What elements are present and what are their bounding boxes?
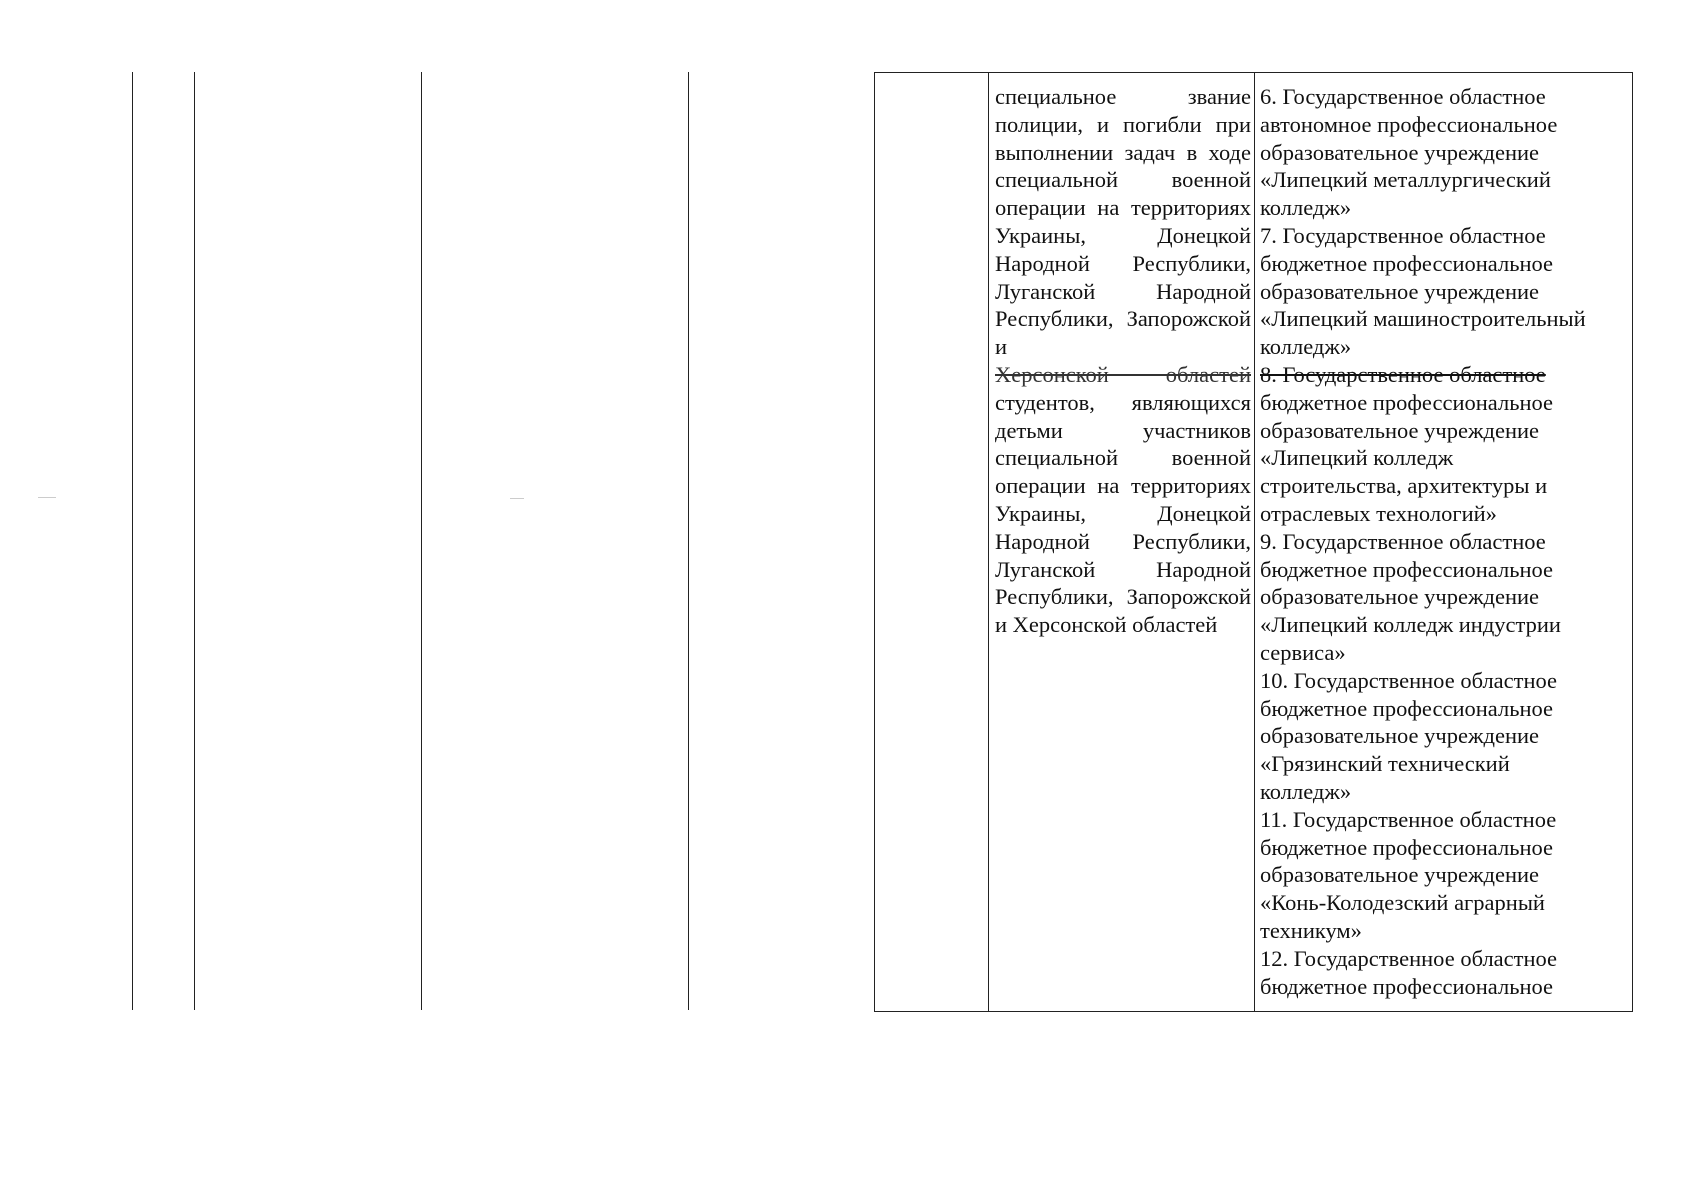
institution-item-9: 9. Государственное областное бюджетное профессиональное образовательное учреждение «Липецкий колледж индустрии сервиса» bbox=[1260, 528, 1561, 665]
institution-item-11: 11. Государственное областное бюджетное профессиональное образовательное учреждение «Конь-Колодезский аграрный техникум» bbox=[1260, 806, 1557, 943]
institution-item-6: 6. Государственное областное автономное профессиональное образовательное учреждение «Липецкий металлургический колледж» bbox=[1260, 84, 1558, 221]
institution-item-12: 12. Государственное областное бюджетное профессиональное bbox=[1260, 945, 1558, 999]
category-text-part-2: студентов, являющихся детьми участников специальной военной операции на территориях Украины, Донецкой Народной Республики, Луганской Народной Республики, Запорожской и Херсонской областей bbox=[995, 389, 1251, 638]
left-table-line-3 bbox=[421, 72, 422, 1010]
left-table-line-4 bbox=[688, 72, 689, 1010]
institutions-list-cell bbox=[1260, 83, 1632, 1000]
column-divider-1 bbox=[988, 73, 989, 1011]
left-table-line-2 bbox=[194, 72, 195, 1010]
institution-item-8: 8. Государственное областное бюджетное профессиональное образовательное учреждение «Липецкий колледж строительства, архитектуры и отраслевых технологий» bbox=[1260, 361, 1554, 526]
category-text-part-1: специальное звание полиции, и погибли при выполнении задач в ходе специальной военной операции на территориях Украины, Донецкой Народной Республики, Луганской Народной Республики, Запорожской и bbox=[995, 84, 1251, 360]
institution-item-10: 10. Государственное областное бюджетное профессиональное образовательное учреждение «Грязинский технический колледж» bbox=[1260, 667, 1558, 804]
scan-mark bbox=[38, 497, 56, 498]
column-divider-2 bbox=[1254, 73, 1255, 1011]
left-table-line-1 bbox=[132, 72, 133, 1010]
struck-text: Херсонской областей bbox=[995, 361, 1251, 387]
document-table bbox=[874, 72, 1633, 1012]
category-description-cell bbox=[995, 83, 1251, 639]
scan-mark bbox=[510, 498, 524, 499]
institution-item-7: 7. Государственное областное бюджетное профессиональное образовательное учреждение «Липецкий машиностроительный колледж» bbox=[1260, 222, 1586, 360]
